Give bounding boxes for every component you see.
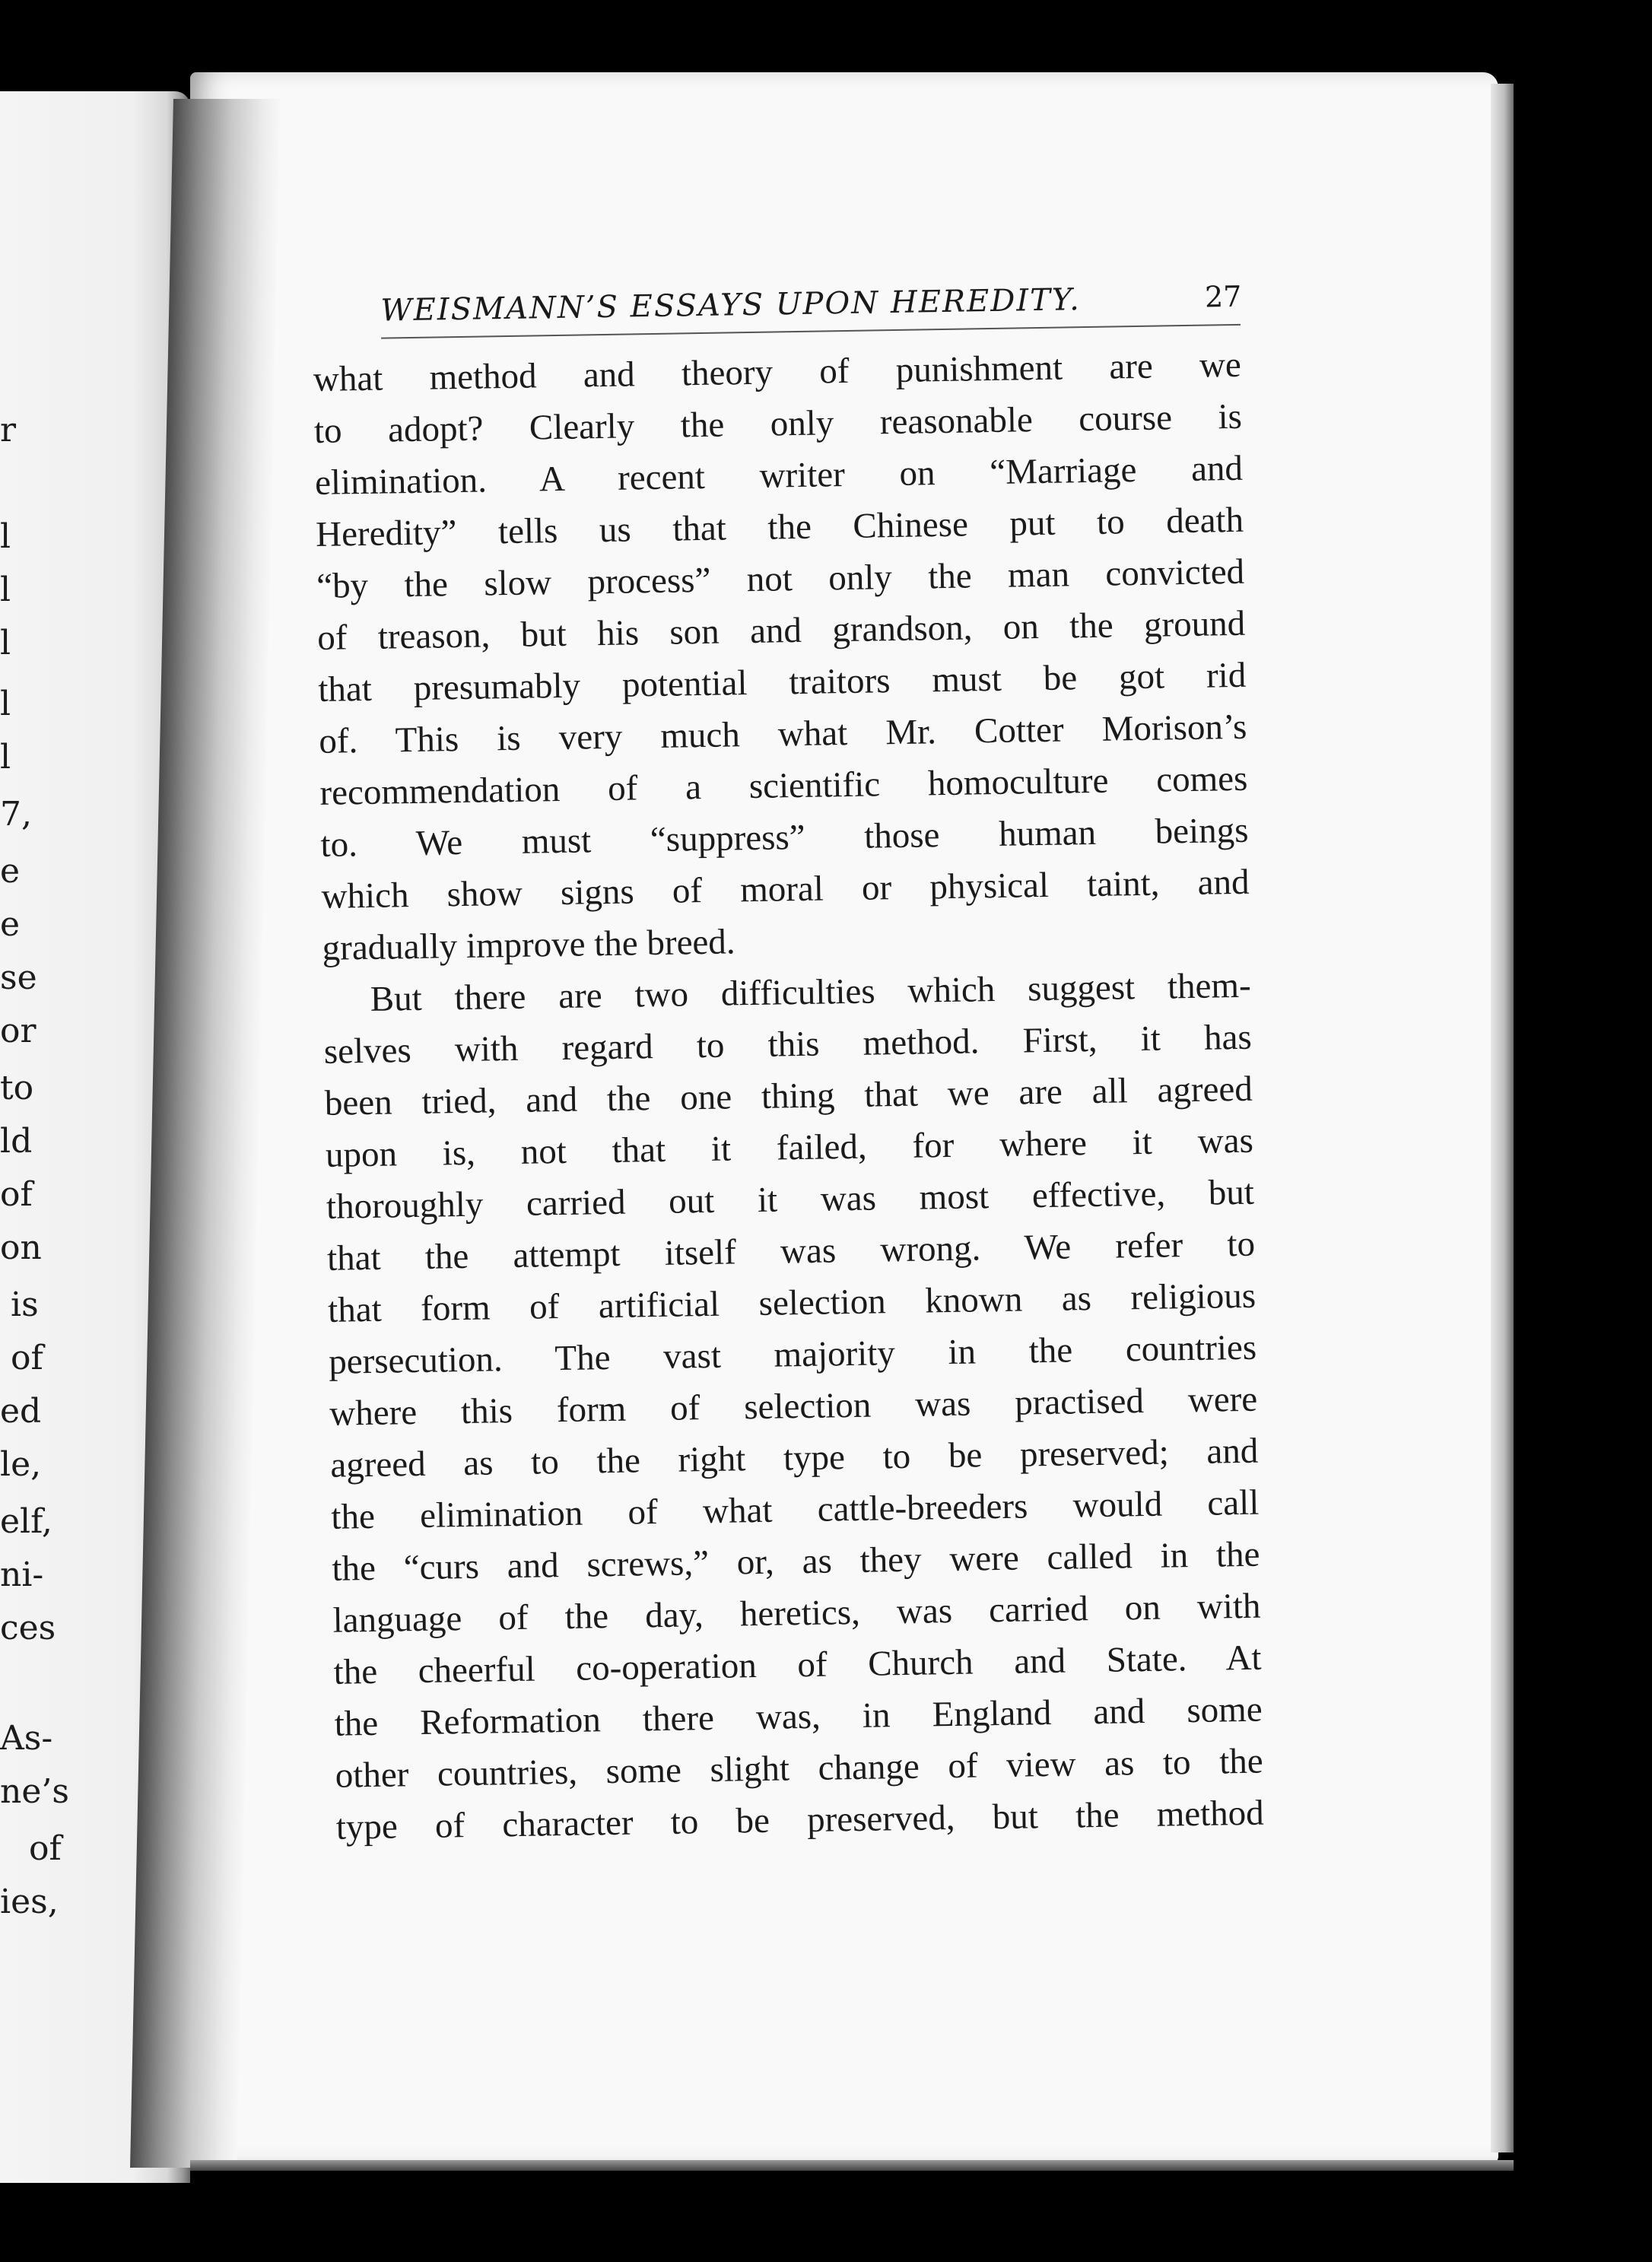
text-line: But there are two difficulties which suggest them- [370,965,1252,1019]
page-number: 27 [1204,279,1242,314]
left-page-text: e [0,852,21,891]
left-page-text: r [0,411,17,450]
left-page-text: ne’s [0,1772,69,1811]
text-line: thoroughly carried out it was most effective, but [326,1172,1255,1227]
text-line: Heredity” tells us that the Chinese put to death [315,500,1244,554]
text-line: the cheerful co-operation of Church and State. At [333,1638,1262,1692]
text-line: of treason, but his son and grandson, on the ground [316,603,1246,658]
left-page-text: ld [0,1122,33,1161]
text-line: agreed as to the right type to be preserved; and [329,1431,1259,1485]
text-line: of. This is very much what Mr. Cotter Morison’s [319,707,1247,761]
text-line: that presumably potential traitors must be got rid [317,655,1247,710]
left-page-text: ies, [0,1882,59,1921]
text-line: “by the slow process” not only the man convicted [316,551,1245,606]
text-line: selves with regard to this method. First, it has [323,1017,1253,1072]
body-text [313,339,1264,1854]
left-page-text: of [0,1175,33,1214]
left-page-text: of [11,1339,43,1377]
left-page-text: ces [0,1609,56,1647]
text-line: to adopt? Clearly the only reasonable course is [313,396,1243,451]
left-page-text: of [29,1829,62,1868]
text-line: language of the day, heretics, was carried on with [332,1586,1261,1641]
left-page-text: ni- [0,1555,44,1594]
text-line: other countries, some slight change of view as to the [335,1741,1264,1796]
text-line: recommendation of a scientific homoculture comes [319,758,1248,813]
text-line: the elimination of what cattle-breeders would call [331,1482,1260,1537]
page-content [312,271,1264,1854]
left-page-text: l [0,738,11,777]
text-line: that the attempt itself was wrong. We refer to [326,1224,1256,1279]
text-line: type of character to be preserved, but the method [335,1793,1265,1847]
left-page-text: or [0,1012,37,1050]
text-line: gradually improve the breed. [322,922,735,968]
page-bottom-shadow [190,2160,1514,2171]
text-line: upon is, not that it failed, for where it was [325,1120,1254,1175]
left-page-text: As- [0,1719,53,1758]
left-page-text: l [0,517,11,556]
left-page-text: l [0,624,11,662]
text-line: the Reformation there was, in England and some [334,1689,1263,1744]
left-page-text: is [11,1285,39,1324]
running-head-title: WEISMANN’S ESSAYS UPON HEREDITY. [380,282,1082,329]
text-line: which show signs of moral or physical taint, and [321,862,1250,917]
text-line: that form of artificial selection known as religious [327,1276,1256,1330]
left-page-text: ed [0,1392,42,1431]
left-page-text: l [0,570,11,609]
text-line: what method and theory of punishment are we [313,345,1242,399]
left-page-text: 7, [0,795,32,834]
text-line: persecution. The vast majority in the countries [328,1327,1257,1382]
left-page-text: se [0,958,37,997]
page-edge-shadow [1491,84,1514,2152]
left-page-text: le, [0,1445,42,1484]
text-line: where this form of selection was practised were [329,1379,1258,1434]
text-line: been tried, and the one thing that we are all agreed [324,1069,1253,1123]
left-page-text: elf, [0,1502,52,1541]
text-line: elimination. A recent writer on “Marriage and [314,448,1244,503]
left-page-text: l [0,685,11,723]
text-line: the “curs and screws,” or, as they were called in the [332,1534,1260,1589]
left-page-text: on [0,1228,42,1267]
text-line: to. We must “suppress” those human beings [320,810,1249,865]
left-page-text: e [0,905,21,944]
left-page-text: to [0,1069,34,1107]
